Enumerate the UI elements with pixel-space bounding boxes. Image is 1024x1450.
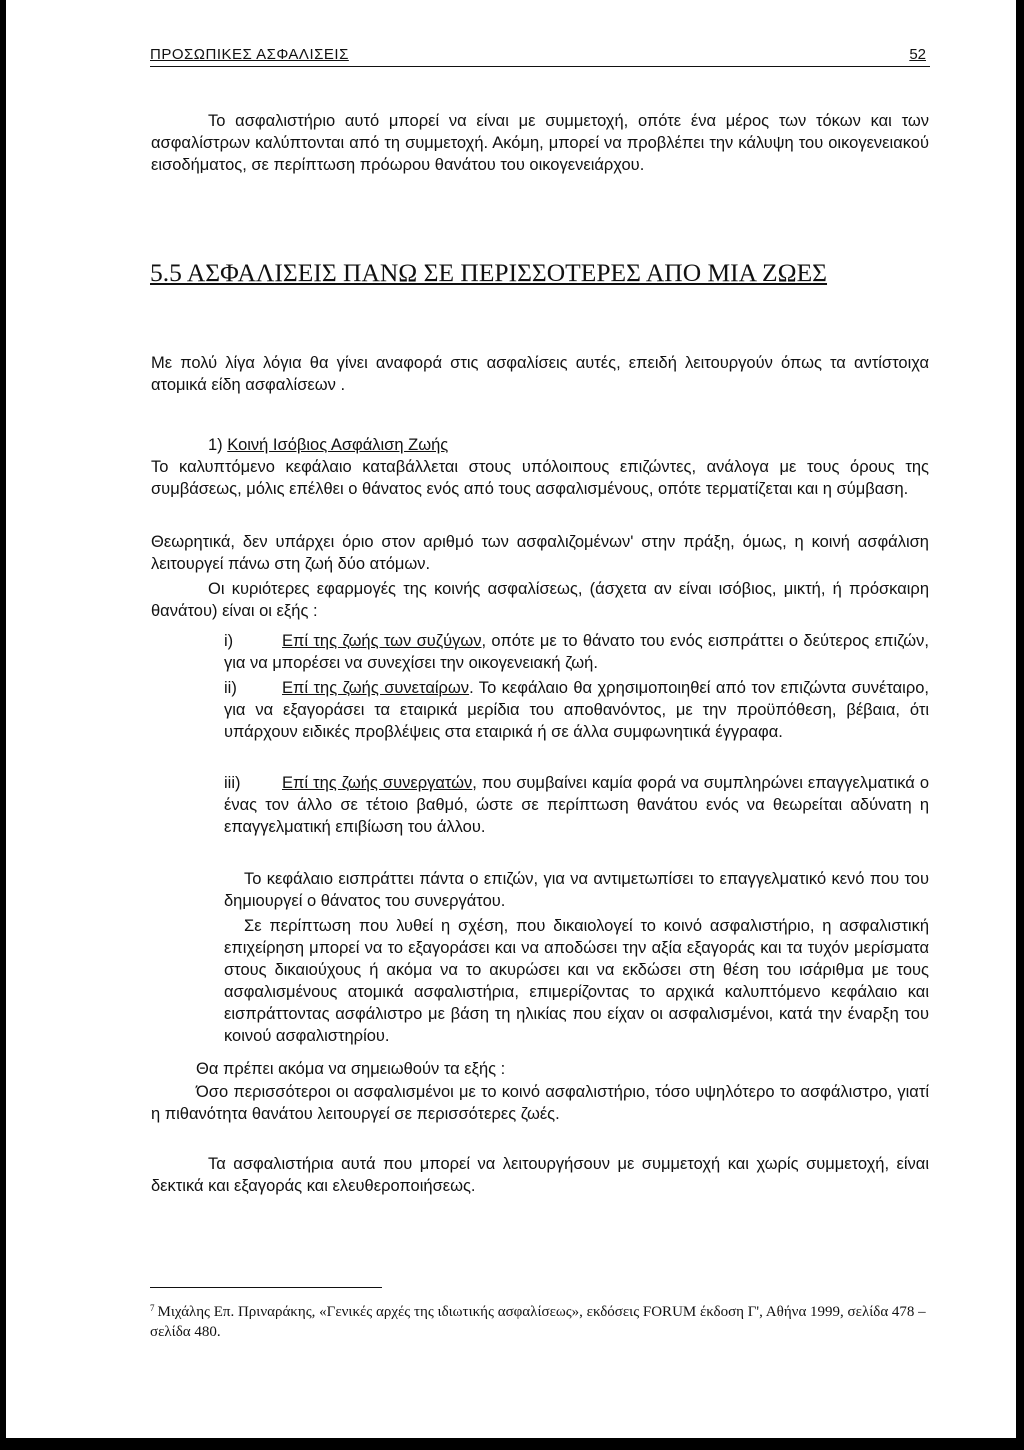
document-page <box>6 0 1016 1438</box>
subsection-heading <box>151 434 929 456</box>
page-header <box>150 44 930 67</box>
list-item: i) Επί της ζωής των συζύγων, οπότε με το θάνατο του ενός εισπράττει ο δεύτερος επιζών, για να μπορέσει να συνεχίσει την οικογενειακή ζωή. <box>224 632 929 672</box>
subsection-paragraph-2: Θεωρητικά, δεν υπάρχει όριο στον αριθμό των ασφαλιζομένων' στην πράξη, όμως, η κοινή ασφάλιση λειτουργεί πάνω στη ζωή δύο ατόμων. <box>151 533 929 573</box>
section-heading: 5.5 ΑΣΦΑΛΙΣΕΙΣ ΠΑΝΩ ΣΕ ΠΕΡΙΣΣΟΤΕΡΕΣ ΑΠΟ ΜΙΑ ΖΩΕΣ <box>150 258 828 287</box>
subsection-title: Κοινή Ισόβιος Ασφάλιση Ζωής <box>227 436 449 454</box>
footnote <box>150 1298 930 1342</box>
footnote-text: Μιχάλης Επ. Πριναράκης, «Γενικές αρχές της ιδιωτικής ασφαλίσεως», εκδόσεις FORUM έκδοση Γ', Αθήνα 1999, σελίδα 478 – σελίδα 480. <box>150 1304 926 1340</box>
footnote-rule <box>150 1287 382 1288</box>
section-intro-paragraph: Με πολύ λίγα λόγια θα γίνει αναφορά στις ασφαλίσεις αυτές, επειδή λειτουργούν όπως τα αντίστοιχα ατομικά είδη ασφαλίσεων . <box>151 354 929 394</box>
intro-paragraph: Το ασφαλιστήριο αυτό μπορεί να είναι με συμμετοχή, οπότε ένα μέρος των τόκων και των ασφαλίστρων καλύπτονται από τη συμμετοχή. Ακόμη, μπορεί να προβλέπει την κάλυψη του οικογενειακού εισοδήματος, σε περίπτωση πρόωρου θανάτου του οικογενειάρχου. <box>151 112 929 174</box>
note-intro: Θα πρέπει ακόμα να σημειωθούν τα εξής : <box>196 1060 506 1078</box>
capital-paragraph: Το κεφάλαιο εισπράττει πάντα ο επιζών, για να αντιμετωπίσει το επαγγελματικό κενό που του δημιουργεί ο θάνατος του συνεργάτου. <box>224 870 929 910</box>
dissolution-paragraph: Σε περίπτωση που λυθεί η σχέση, που δικαιολογεί το κοινό ασφαλιστήριο, η ασφαλιστική επιχείρηση μπορεί να το εξαγοράσει και να αποδώσει την αξία εξαγοράς και τα τυχόν μερίσματα στους δικαιούχους ή ακόμα να το ακυρώσει και να εκδώσει στη θέση του ισάριθμα με τους ασφαλισμένους ατομικά ασφαλιστήρια, επιμερίζοντας το αρχικά καλυπτόμενο κεφάλαιο και εισπράττοντας ασφάλιστρο με βάση τη ηλικίας που είχαν οι ασφαλισμένοι, κατά την έναρξη του κοινού ασφαλιστηρίου. <box>224 917 929 1045</box>
page-number: 52 <box>909 46 926 63</box>
list-item: iii) Επί της ζωής συνεργατών, που συμβαίνει καμία φορά να συμπληρώνει επαγγελματικά ο ένας τον άλλο σε τέτοιο βαθμό, ώστε σε περίπτωση θανάτου ενός να θεωρείται αδύνατη η επαγγελματική επιβίωση του άλλου. <box>224 774 930 836</box>
subsection-paragraph-1: Το καλυπτόμενο κεφάλαιο καταβάλλεται στους υπόλοιπους επιζώντες, ανάλογα με τους όρους της συμβάσεως, μόλις επέλθει ο θάνατος ενός από τους ασφαλισμένους, οπότε τερματίζεται και η σύμβαση. <box>151 458 929 498</box>
subsection-paragraph-3: Οι κυριότερες εφαρμογές της κοινής ασφαλίσεως, (άσχετα αν είναι ισόβιος, μικτή, ή πρόσκαιρη θανάτου) είναι οι εξής : <box>151 580 929 620</box>
subsection-number: 1) <box>208 436 223 454</box>
running-title: ΠΡΟΣΩΠΙΚΕΣ ΑΣΦΑΛΙΣΕΙΣ <box>150 46 349 63</box>
note-paragraph: Όσο περισσότεροι οι ασφαλισμένοι με το κοινό ασφαλιστήριο, τόσο υψηλότερο το ασφάλιστρο, γιατί η πιθανότητα θανάτου λειτουργεί σε περισσότερες ζωές. <box>151 1083 929 1123</box>
final-paragraph: Τα ασφαλιστήρια αυτά που μπορεί να λειτουργήσουν με συμμετοχή και χωρίς συμμετοχή, είναι δεκτικά και εξαγοράς και ελευθεροποιήσεως. <box>151 1155 929 1195</box>
list-item: ii) Επί της ζωής συνεταίρων. Το κεφάλαιο θα χρησιμοποιηθεί από τον επιζώντα συνέταιρο, για να εξαγοράσει τα εταιρικά μερίδια του αποθανόντος, με την προϋπόθεση, βέβαια, ότι υπάρχουν ειδικές προβλέψεις στα εταιρικά ή σε άλλα συμφωνητικά έγγραφα. <box>224 679 929 741</box>
footnote-marker: 7 <box>150 1303 155 1313</box>
